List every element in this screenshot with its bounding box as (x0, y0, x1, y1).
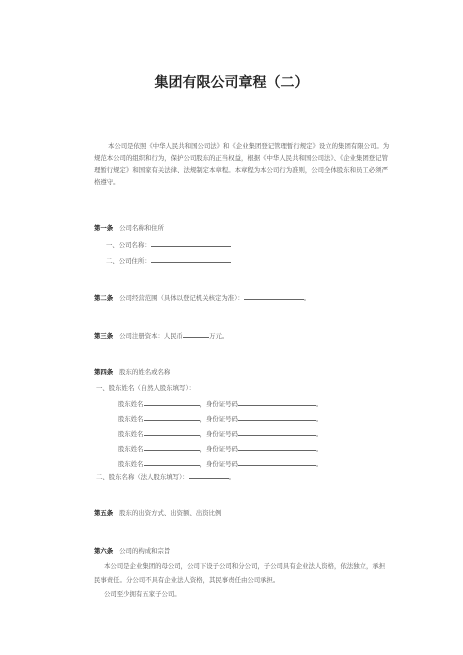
period: 。 (315, 460, 323, 468)
natural-shareholder-heading: 一、股东姓名（自然人股东填写）： (96, 384, 196, 392)
intro-line: 本公司是依照《中华人民共和国公司法》和《企业集团登记管理暂行规定》设立的集团有限公司。为 (108, 142, 390, 150)
period: 。 (228, 473, 236, 481)
intro-line: 规范本公司的组织和行为，保护公司股东的正当权益，根据《中华人民共和国公司法》、《企业集团登记管 (94, 154, 388, 162)
article-text: 公司的构成和宗旨 (119, 547, 171, 555)
article-number: 第四条 (94, 368, 114, 376)
document-title: 集团有限公司章程（二） (154, 75, 309, 91)
id-label: ，身份证号码 (199, 445, 238, 453)
article-6-paragraph-line: 民事责任。分公司不具有企业法人资格，其民事责任由公司承担。 (94, 576, 280, 584)
id-label: ，身份证号码 (199, 415, 238, 423)
legal-shareholder-label: 二、股东名称（法人股东填写）： (96, 473, 189, 481)
company-address-label: 二、公司住所： (106, 257, 151, 265)
id-blank (238, 428, 316, 436)
article-text: 股东的出资方式、出资额、出资比例 (119, 509, 222, 517)
article-number: 第一条 (94, 224, 114, 232)
period: 。 (315, 415, 323, 423)
intro-line: 格遵守。 (94, 178, 120, 186)
article-number: 第五条 (94, 509, 114, 517)
shareholder-name-blank (144, 413, 200, 421)
article-2 (94, 292, 310, 302)
shareholder-row (118, 413, 322, 423)
shareholder-name-label: 股东姓名 (118, 430, 144, 438)
company-name-line (106, 239, 231, 249)
shareholder-name-label: 股东姓名 (118, 460, 144, 468)
article-number: 第三条 (94, 332, 114, 340)
period: 。 (315, 430, 323, 438)
id-label: ，身份证号码 (199, 460, 238, 468)
article-6-paragraph-line: 公司至少拥有五家子公司。 (104, 590, 181, 598)
id-label: ，身份证号码 (199, 430, 238, 438)
company-address-line (106, 255, 231, 265)
capital-unit: 万元。 (209, 332, 229, 340)
intro-paragraph (94, 140, 406, 188)
id-blank (238, 398, 316, 406)
company-address-blank (151, 255, 231, 263)
article-number: 第二条 (94, 294, 114, 302)
article-number: 第六条 (94, 547, 114, 555)
capital-blank (183, 330, 209, 338)
article-text: 公司名称和住所 (119, 224, 164, 232)
id-label: ，身份证号码 (199, 400, 238, 408)
shareholder-name-blank (144, 428, 200, 436)
article-text: 公司经营范围（具体以登记机关核定为准）： (119, 294, 244, 302)
shareholder-name-blank (144, 398, 200, 406)
article-6-paragraph-line: 本公司是企业集团的母公司，公司下设子公司和分公司，子公司具有企业法人资格，依法独立，承担 (104, 562, 386, 570)
shareholder-row (118, 398, 322, 408)
id-blank (238, 458, 316, 466)
article-text: 股东的姓名或名称 (119, 368, 171, 376)
id-blank (238, 443, 316, 451)
shareholder-name-label: 股东姓名 (118, 445, 144, 453)
legal-shareholder-line (96, 471, 235, 481)
shareholder-row (118, 428, 322, 438)
shareholder-name-blank (144, 458, 200, 466)
shareholder-name-blank (144, 443, 200, 451)
period: 。 (303, 294, 311, 302)
article-3 (94, 330, 228, 340)
article-text: 公司注册资本：人民币 (119, 332, 184, 340)
article-5 (94, 508, 221, 517)
article-6 (94, 546, 170, 555)
shareholder-name-label: 股东姓名 (118, 415, 144, 423)
shareholder-row (118, 458, 322, 468)
period: 。 (315, 400, 323, 408)
period: 。 (315, 445, 323, 453)
article-1 (94, 223, 164, 232)
business-scope-blank (244, 292, 304, 300)
company-name-label: 一、公司名称： (106, 241, 151, 249)
legal-shareholder-blank (189, 471, 229, 479)
shareholder-row (118, 443, 322, 453)
id-blank (238, 413, 316, 421)
article-4 (94, 367, 170, 376)
shareholder-name-label: 股东姓名 (118, 400, 144, 408)
company-name-blank (151, 239, 231, 247)
intro-line: 理暂行规定》和国家有关法律、法规制定本章程。本章程为本公司行为准则，公司全体股东和员工必须严 (94, 166, 388, 174)
